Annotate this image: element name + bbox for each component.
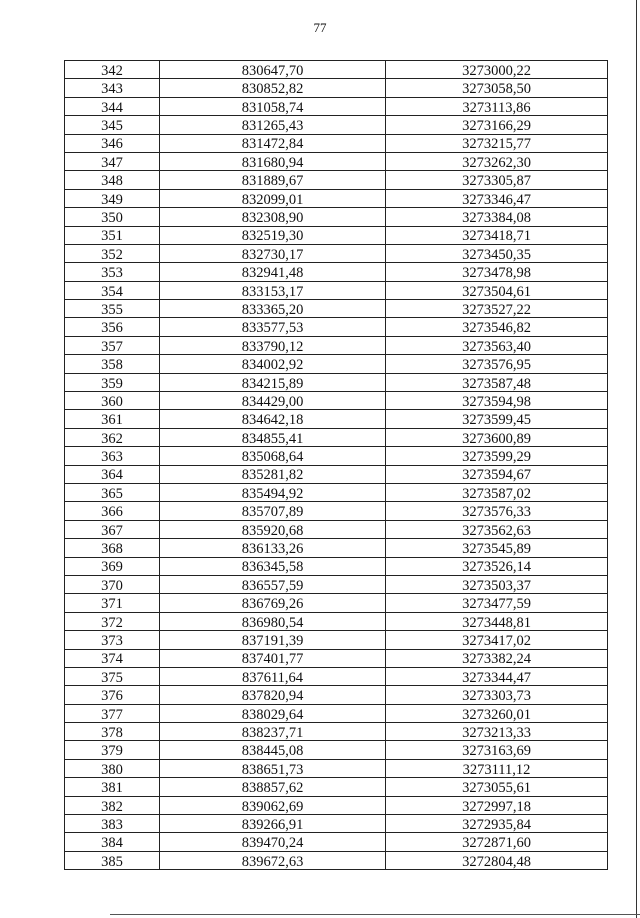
table-row <box>65 686 608 704</box>
x-coordinate-cell: 836769,26 <box>160 594 386 612</box>
y-coordinate-cell: 3273418,71 <box>386 226 608 244</box>
y-coordinate-cell: 3273562,63 <box>386 520 608 538</box>
x-coordinate-cell: 833577,53 <box>160 318 386 336</box>
y-coordinate-cell: 3272935,84 <box>386 815 608 833</box>
y-coordinate-cell: 3273215,77 <box>386 134 608 152</box>
table-row <box>65 263 608 281</box>
x-coordinate-cell: 834642,18 <box>160 410 386 428</box>
x-coordinate-cell: 836133,26 <box>160 539 386 557</box>
x-coordinate-cell: 839672,63 <box>160 851 386 869</box>
y-coordinate-cell: 3272997,18 <box>386 796 608 814</box>
table-row <box>65 97 608 115</box>
x-coordinate-cell: 837401,77 <box>160 649 386 667</box>
point-number-cell: 366 <box>65 502 160 520</box>
y-coordinate-cell: 3273384,08 <box>386 208 608 226</box>
table-row <box>65 594 608 612</box>
x-coordinate-cell: 837611,64 <box>160 667 386 685</box>
x-coordinate-cell: 839470,24 <box>160 833 386 851</box>
point-number-cell: 368 <box>65 539 160 557</box>
x-coordinate-cell: 836980,54 <box>160 612 386 630</box>
x-coordinate-cell: 832941,48 <box>160 263 386 281</box>
table-row <box>65 575 608 593</box>
coordinates-table <box>64 60 608 870</box>
table-row <box>65 134 608 152</box>
point-number-cell: 383 <box>65 815 160 833</box>
x-coordinate-cell: 837191,39 <box>160 631 386 649</box>
table-row <box>65 244 608 262</box>
point-number-cell: 343 <box>65 79 160 97</box>
table-row <box>65 447 608 465</box>
y-coordinate-cell: 3273526,14 <box>386 557 608 575</box>
point-number-cell: 385 <box>65 851 160 869</box>
page-number: 77 <box>313 20 327 35</box>
table-row <box>65 612 608 630</box>
point-number-cell: 374 <box>65 649 160 667</box>
table-row <box>65 631 608 649</box>
x-coordinate-cell: 832519,30 <box>160 226 386 244</box>
scan-edge-right <box>636 0 637 918</box>
table-row <box>65 171 608 189</box>
point-number-cell: 351 <box>65 226 160 244</box>
point-number-cell: 375 <box>65 667 160 685</box>
y-coordinate-cell: 3273527,22 <box>386 300 608 318</box>
point-number-cell: 347 <box>65 152 160 170</box>
table-row <box>65 741 608 759</box>
y-coordinate-cell: 3273594,67 <box>386 465 608 483</box>
x-coordinate-cell: 835707,89 <box>160 502 386 520</box>
x-coordinate-cell: 832730,17 <box>160 244 386 262</box>
y-coordinate-cell: 3273504,61 <box>386 281 608 299</box>
y-coordinate-cell: 3273058,50 <box>386 79 608 97</box>
scan-edge-bottom <box>110 914 640 915</box>
x-coordinate-cell: 835281,82 <box>160 465 386 483</box>
x-coordinate-cell: 831680,94 <box>160 152 386 170</box>
y-coordinate-cell: 3273000,22 <box>386 61 608 79</box>
y-coordinate-cell: 3273260,01 <box>386 704 608 722</box>
point-number-cell: 358 <box>65 355 160 373</box>
table-row <box>65 667 608 685</box>
y-coordinate-cell: 3273111,12 <box>386 759 608 777</box>
y-coordinate-cell: 3273503,37 <box>386 575 608 593</box>
x-coordinate-cell: 838445,08 <box>160 741 386 759</box>
x-coordinate-cell: 834429,00 <box>160 392 386 410</box>
x-coordinate-cell: 834855,41 <box>160 428 386 446</box>
y-coordinate-cell: 3273382,24 <box>386 649 608 667</box>
x-coordinate-cell: 835068,64 <box>160 447 386 465</box>
table-row <box>65 759 608 777</box>
table-row <box>65 226 608 244</box>
point-number-cell: 361 <box>65 410 160 428</box>
table-row <box>65 557 608 575</box>
x-coordinate-cell: 836557,59 <box>160 575 386 593</box>
table-body <box>65 61 608 870</box>
point-number-cell: 349 <box>65 189 160 207</box>
point-number-cell: 348 <box>65 171 160 189</box>
y-coordinate-cell: 3273477,59 <box>386 594 608 612</box>
x-coordinate-cell: 838857,62 <box>160 778 386 796</box>
point-number-cell: 376 <box>65 686 160 704</box>
x-coordinate-cell: 838029,64 <box>160 704 386 722</box>
point-number-cell: 371 <box>65 594 160 612</box>
x-coordinate-cell: 833153,17 <box>160 281 386 299</box>
table-row <box>65 649 608 667</box>
table-row <box>65 189 608 207</box>
table-row <box>65 723 608 741</box>
table-row <box>65 61 608 79</box>
table-row <box>65 410 608 428</box>
point-number-cell: 384 <box>65 833 160 851</box>
table-row <box>65 152 608 170</box>
table-row <box>65 281 608 299</box>
x-coordinate-cell: 831472,84 <box>160 134 386 152</box>
table-row <box>65 539 608 557</box>
x-coordinate-cell: 830852,82 <box>160 79 386 97</box>
table-row <box>65 428 608 446</box>
table-row <box>65 392 608 410</box>
x-coordinate-cell: 833790,12 <box>160 336 386 354</box>
point-number-cell: 359 <box>65 373 160 391</box>
point-number-cell: 352 <box>65 244 160 262</box>
point-number-cell: 357 <box>65 336 160 354</box>
y-coordinate-cell: 3273594,98 <box>386 392 608 410</box>
point-number-cell: 355 <box>65 300 160 318</box>
table-row <box>65 79 608 97</box>
y-coordinate-cell: 3273166,29 <box>386 116 608 134</box>
x-coordinate-cell: 832308,90 <box>160 208 386 226</box>
x-coordinate-cell: 839266,91 <box>160 815 386 833</box>
point-number-cell: 369 <box>65 557 160 575</box>
y-coordinate-cell: 3273599,45 <box>386 410 608 428</box>
point-number-cell: 378 <box>65 723 160 741</box>
y-coordinate-cell: 3272804,48 <box>386 851 608 869</box>
y-coordinate-cell: 3273213,33 <box>386 723 608 741</box>
point-number-cell: 362 <box>65 428 160 446</box>
point-number-cell: 367 <box>65 520 160 538</box>
point-number-cell: 364 <box>65 465 160 483</box>
point-number-cell: 379 <box>65 741 160 759</box>
y-coordinate-cell: 3273563,40 <box>386 336 608 354</box>
table-row <box>65 778 608 796</box>
table-row <box>65 300 608 318</box>
y-coordinate-cell: 3273305,87 <box>386 171 608 189</box>
table-row <box>65 483 608 501</box>
x-coordinate-cell: 834002,92 <box>160 355 386 373</box>
point-number-cell: 345 <box>65 116 160 134</box>
x-coordinate-cell: 831889,67 <box>160 171 386 189</box>
point-number-cell: 382 <box>65 796 160 814</box>
x-coordinate-cell: 832099,01 <box>160 189 386 207</box>
point-number-cell: 381 <box>65 778 160 796</box>
table-row <box>65 373 608 391</box>
y-coordinate-cell: 3273576,95 <box>386 355 608 373</box>
table-row <box>65 502 608 520</box>
point-number-cell: 365 <box>65 483 160 501</box>
y-coordinate-cell: 3273587,02 <box>386 483 608 501</box>
y-coordinate-cell: 3273344,47 <box>386 667 608 685</box>
point-number-cell: 377 <box>65 704 160 722</box>
y-coordinate-cell: 3273113,86 <box>386 97 608 115</box>
y-coordinate-cell: 3273346,47 <box>386 189 608 207</box>
x-coordinate-cell: 839062,69 <box>160 796 386 814</box>
y-coordinate-cell: 3273055,61 <box>386 778 608 796</box>
point-number-cell: 363 <box>65 447 160 465</box>
y-coordinate-cell: 3273599,29 <box>386 447 608 465</box>
x-coordinate-cell: 838651,73 <box>160 759 386 777</box>
x-coordinate-cell: 837820,94 <box>160 686 386 704</box>
y-coordinate-cell: 3273417,02 <box>386 631 608 649</box>
y-coordinate-cell: 3273545,89 <box>386 539 608 557</box>
x-coordinate-cell: 833365,20 <box>160 300 386 318</box>
point-number-cell: 380 <box>65 759 160 777</box>
y-coordinate-cell: 3273576,33 <box>386 502 608 520</box>
point-number-cell: 373 <box>65 631 160 649</box>
table-row <box>65 208 608 226</box>
table-row <box>65 796 608 814</box>
y-coordinate-cell: 3273163,69 <box>386 741 608 759</box>
point-number-cell: 342 <box>65 61 160 79</box>
x-coordinate-cell: 831058,74 <box>160 97 386 115</box>
table-row <box>65 815 608 833</box>
y-coordinate-cell: 3273448,81 <box>386 612 608 630</box>
y-coordinate-cell: 3273546,82 <box>386 318 608 336</box>
point-number-cell: 350 <box>65 208 160 226</box>
x-coordinate-cell: 831265,43 <box>160 116 386 134</box>
table-row <box>65 465 608 483</box>
table-row <box>65 704 608 722</box>
x-coordinate-cell: 838237,71 <box>160 723 386 741</box>
x-coordinate-cell: 835494,92 <box>160 483 386 501</box>
table-row <box>65 520 608 538</box>
table-row <box>65 851 608 869</box>
x-coordinate-cell: 830647,70 <box>160 61 386 79</box>
point-number-cell: 344 <box>65 97 160 115</box>
point-number-cell: 370 <box>65 575 160 593</box>
point-number-cell: 346 <box>65 134 160 152</box>
y-coordinate-cell: 3272871,60 <box>386 833 608 851</box>
table-row <box>65 318 608 336</box>
point-number-cell: 360 <box>65 392 160 410</box>
point-number-cell: 353 <box>65 263 160 281</box>
y-coordinate-cell: 3273478,98 <box>386 263 608 281</box>
table-row <box>65 336 608 354</box>
table-row <box>65 833 608 851</box>
y-coordinate-cell: 3273303,73 <box>386 686 608 704</box>
table-row <box>65 116 608 134</box>
point-number-cell: 356 <box>65 318 160 336</box>
y-coordinate-cell: 3273262,30 <box>386 152 608 170</box>
table-row <box>65 355 608 373</box>
x-coordinate-cell: 836345,58 <box>160 557 386 575</box>
x-coordinate-cell: 834215,89 <box>160 373 386 391</box>
y-coordinate-cell: 3273600,89 <box>386 428 608 446</box>
y-coordinate-cell: 3273450,35 <box>386 244 608 262</box>
point-number-cell: 354 <box>65 281 160 299</box>
point-number-cell: 372 <box>65 612 160 630</box>
y-coordinate-cell: 3273587,48 <box>386 373 608 391</box>
x-coordinate-cell: 835920,68 <box>160 520 386 538</box>
